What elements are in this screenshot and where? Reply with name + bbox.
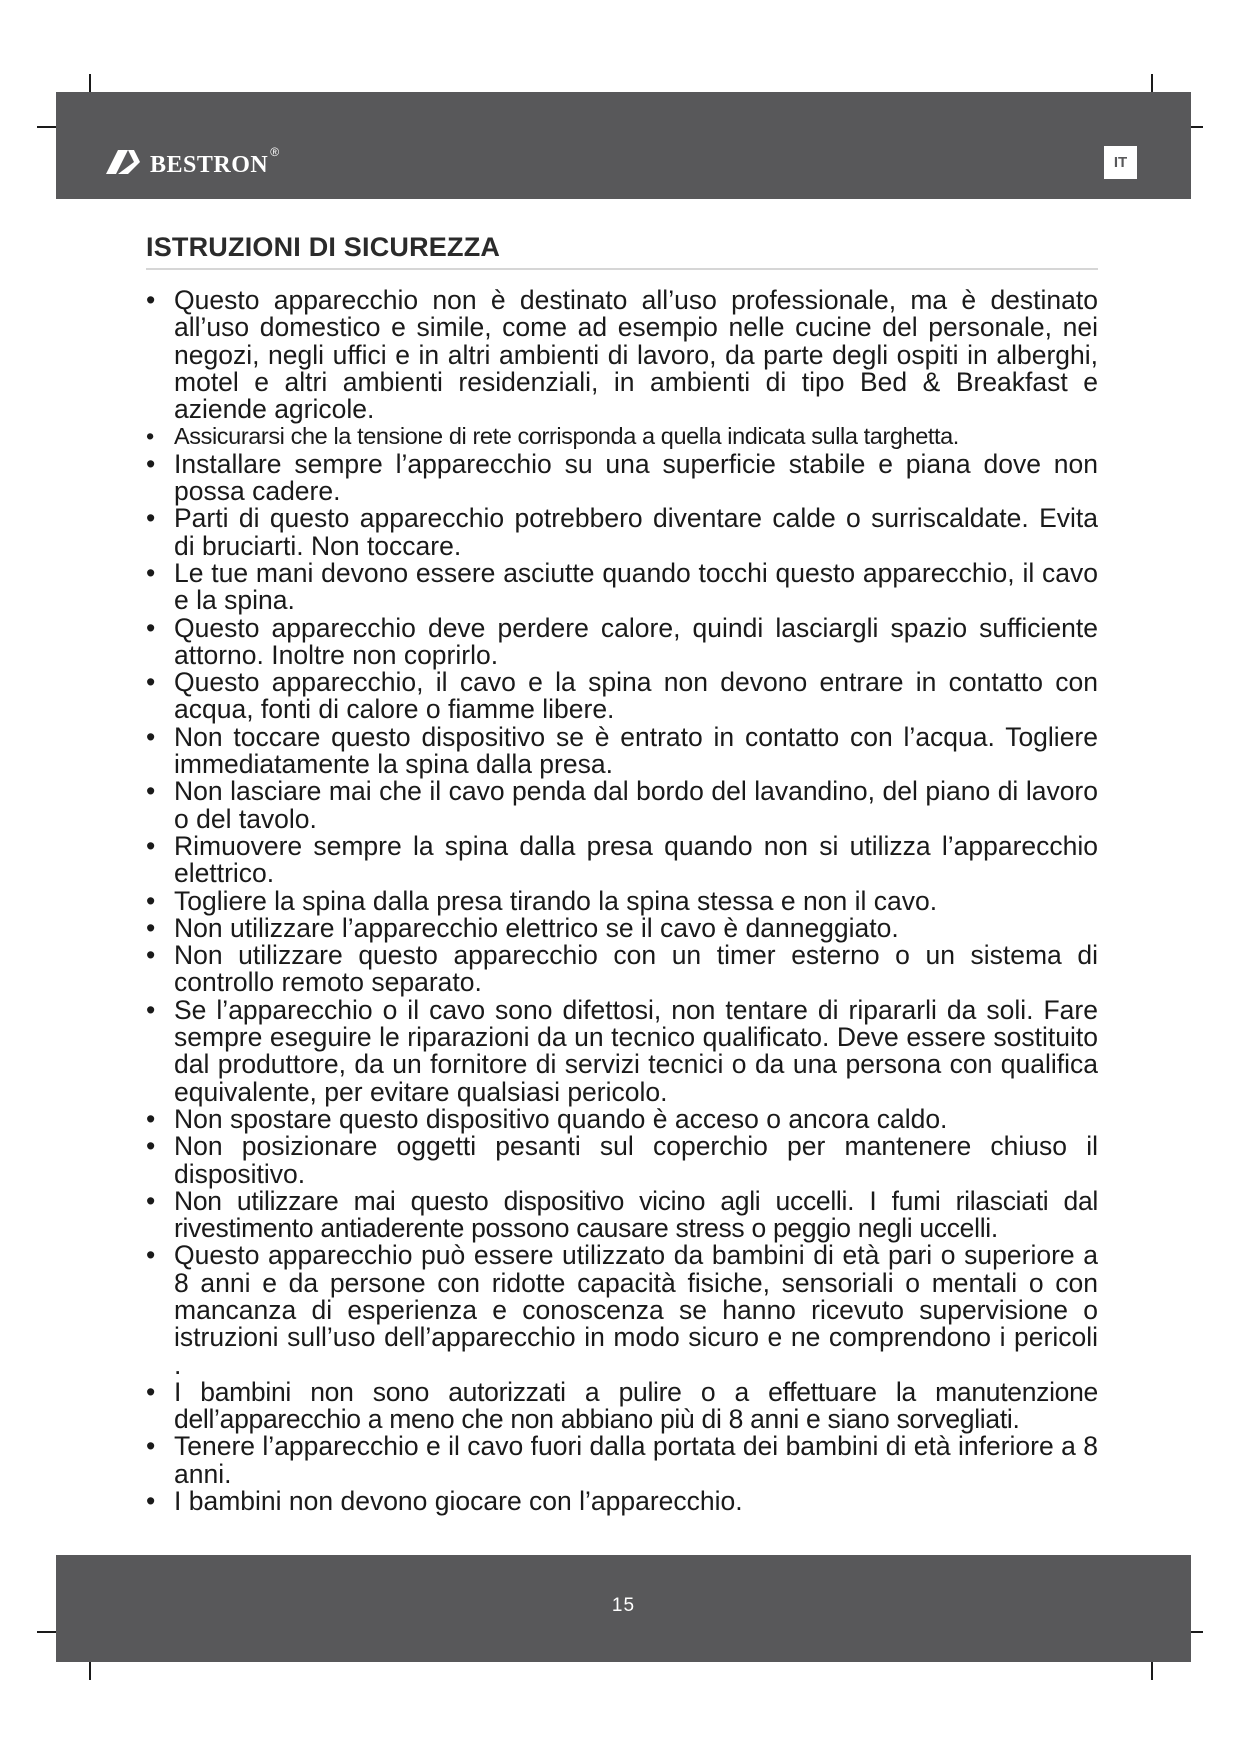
list-item: • Se l’apparecchio o il cavo sono difettosi, non tentare di ripararli da soli. Fare sempre eseguire le riparazioni da un tecnico qualificato. Deve essere sostituito dal produttore, da un fornitore di servizi tecnici o da una persona con qualifica equivalente, per evitare qualsiasi pericolo.	[146, 997, 1098, 1106]
list-item: • Non utilizzare questo apparecchio con un timer esterno o un sistema di controllo remoto separato.	[146, 942, 1098, 997]
list-item: • Non utilizzare mai questo dispositivo vicino agli uccelli. I fumi rilasciati dal rivestimento antiaderente possono causare stress o peggio negli uccelli.	[146, 1188, 1098, 1243]
list-item: • Assicurarsi che la tensione di rete corrisponda a quella indicata sulla targhetta.	[146, 423, 1098, 450]
language-badge: IT	[1104, 146, 1137, 179]
page-footer	[56, 1555, 1191, 1662]
list-item: • Parti di questo apparecchio potrebbero diventare calde o surriscaldate. Evita di bruciarti. Non toccare.	[146, 505, 1098, 560]
list-item: • Non posizionare oggetti pesanti sul coperchio per mantenere chiuso il dispositivo.	[146, 1133, 1098, 1188]
page-number: 15	[611, 1595, 636, 1616]
registered-mark: ®	[270, 145, 280, 159]
list-item: • Non lasciare mai che il cavo penda dal bordo del lavandino, del piano di lavoro o del tavolo.	[146, 778, 1098, 833]
list-item: • Non spostare questo dispositivo quando è acceso o ancora caldo.	[146, 1106, 1098, 1133]
list-item: • Non utilizzare l’apparecchio elettrico se il cavo è danneggiato.	[146, 915, 1098, 942]
chevron-right-icon	[106, 147, 142, 177]
list-item: • Installare sempre l’apparecchio su una superficie stabile e piana dove non possa cadere.	[146, 451, 1098, 506]
list-item: • Questo apparecchio non è destinato all’uso professionale, ma è destinato all’uso domestico e simile, come ad esempio nelle cucine del personale, nei negozi, negli uffici e in altri ambienti di lavoro, da parte degli ospiti in alberghi, motel e altri ambienti residenziali, in ambienti di tipo Bed & Breakfast e aziende agricole.	[146, 287, 1098, 423]
page-header	[56, 92, 1191, 199]
brand-logo	[106, 142, 279, 182]
list-item: • Tenere l’apparecchio e il cavo fuori dalla portata dei bambini di età inferiore a 8 anni.	[146, 1433, 1098, 1488]
brand-name: bestron	[150, 143, 269, 180]
list-item: • I bambini non sono autorizzati a pulire o a effettuare la manutenzione dell’apparecchio a meno che non abbiano più di 8 anni e siano sorvegliati.	[146, 1379, 1098, 1434]
list-item: • I bambini non devono giocare con l’apparecchio.	[146, 1488, 1098, 1515]
safety-instructions	[146, 287, 1098, 1515]
instruction-list	[146, 287, 1098, 1515]
list-item: • Togliere la spina dalla presa tirando la spina stessa e non il cavo.	[146, 888, 1098, 915]
list-item: • Rimuovere sempre la spina dalla presa quando non si utilizza l’apparecchio elettrico.	[146, 833, 1098, 888]
title-divider	[146, 268, 1098, 270]
page-title: ISTRUZIONI DI SICUREZZA	[146, 232, 501, 262]
list-item: • Le tue mani devono essere asciutte quando tocchi questo apparecchio, il cavo e la spina.	[146, 560, 1098, 615]
list-item: • Questo apparecchio, il cavo e la spina non devono entrare in contatto con acqua, fonti di calore o fiamme libere.	[146, 669, 1098, 724]
list-item: • Questo apparecchio può essere utilizzato da bambini di età pari o superiore a 8 anni e da persone con ridotte capacità fisiche, sensoriali o mentali o con mancanza di esperienza e conoscenza se hanno ricevuto supervisione o istruzioni sull’uso dell’apparecchio in modo sicuro e ne comprendono i pericoli .	[146, 1242, 1098, 1378]
list-item: • Non toccare questo dispositivo se è entrato in contatto con l’acqua. Togliere immediatamente la spina dalla presa.	[146, 724, 1098, 779]
list-item: • Questo apparecchio deve perdere calore, quindi lasciargli spazio sufficiente attorno. Inoltre non coprirlo.	[146, 615, 1098, 670]
